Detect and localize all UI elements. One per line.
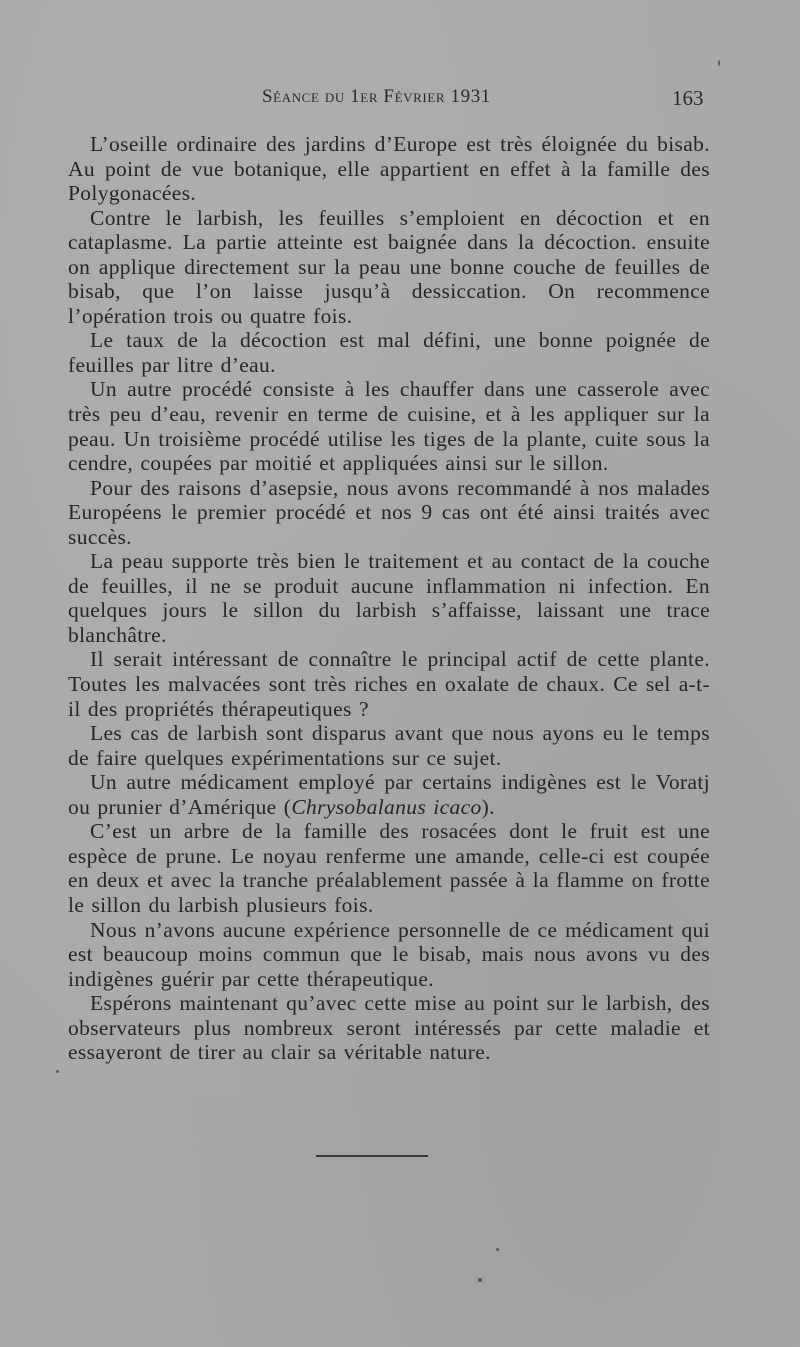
paragraph: Les cas de larbish sont disparus avant que nous ayons eu le temps de faire quelques expérimentations sur ce sujet. (68, 721, 710, 770)
paper-speck (718, 60, 720, 66)
running-head-title: Séance du 1er Février 1931 (262, 86, 491, 107)
paragraph: Pour des raisons d’asepsie, nous avons recommandé à nos malades Européens le premier procédé et nos 9 cas ont été ainsi traités avec succès. (68, 475, 710, 549)
paragraph: Le taux de la décoction est mal défini, une bonne poignée de feuilles par litre d’eau. (68, 328, 710, 377)
paragraph: Espérons maintenant qu’avec cette mise au point sur le larbish, des observateurs plus nombreux seront intéressés par cette maladie et essayeront de tirer au clair sa véritable nature. (68, 991, 710, 1065)
body-text (68, 132, 710, 1065)
paragraph-text: Un autre médicament employé par certains indigènes est le Voratj ou prunier d’Amérique ( (68, 770, 710, 819)
paragraph: Un autre procédé consiste à les chauffer dans une casserole avec très peu d’eau, revenir en terme de cuisine, et à les appliquer sur la peau. Un troisième procédé utilise les tiges de la plante, cuite sous la cendre, coupées par moitié et appliquées ainsi sur le sillon. (68, 377, 710, 476)
running-head (0, 86, 800, 114)
paper-speck (496, 1248, 499, 1251)
paragraph: Il serait intéressant de connaître le principal actif de cette plante. Toutes les malvacées sont très riches en oxalate de chaux. Ce sel a-t-il des propriétés thérapeutiques ? (68, 647, 710, 721)
page-number: 163 (672, 86, 704, 110)
paper-speck (478, 1278, 482, 1282)
paragraph: Contre le larbish, les feuilles s’emploient en décoction et en cataplasme. La partie atteinte est baignée dans la décoction. ensuite on applique directement sur la peau une bonne couche de feuilles de bisab, que l’on laisse jusqu’à dessiccation. On recommence l’opération trois ou quatre fois. (68, 205, 710, 328)
species-name: Chrysobalanus icaco (291, 794, 482, 819)
end-rule (316, 1155, 428, 1157)
paragraph-text: ). (481, 794, 495, 819)
paragraph: C’est un arbre de la famille des rosacées dont le fruit est une espèce de prune. Le noyau renferme une amande, celle-ci est coupée en deux et avec la tranche préalablement passée à la flamme on frotte le sillon du larbish plusieurs fois. (68, 819, 710, 917)
paragraph: Nous n’avons aucune expérience personnelle de ce médicament qui est beaucoup moins commun que le bisab, mais nous avons vu des indigènes guérir par cette thérapeutique. (68, 917, 710, 991)
paper-speck (56, 1070, 59, 1073)
paragraph (68, 770, 710, 819)
paragraph: La peau supporte très bien le traitement et au contact de la couche de feuilles, il ne se produit aucune inflammation ni infection. En quelques jours le sillon du larbish s’affaisse, laissant une trace blanchâtre. (68, 549, 710, 647)
paragraph: L’oseille ordinaire des jardins d’Europe est très éloignée du bisab. Au point de vue botanique, elle appartient en effet à la famille des Polygonacées. (68, 132, 710, 206)
